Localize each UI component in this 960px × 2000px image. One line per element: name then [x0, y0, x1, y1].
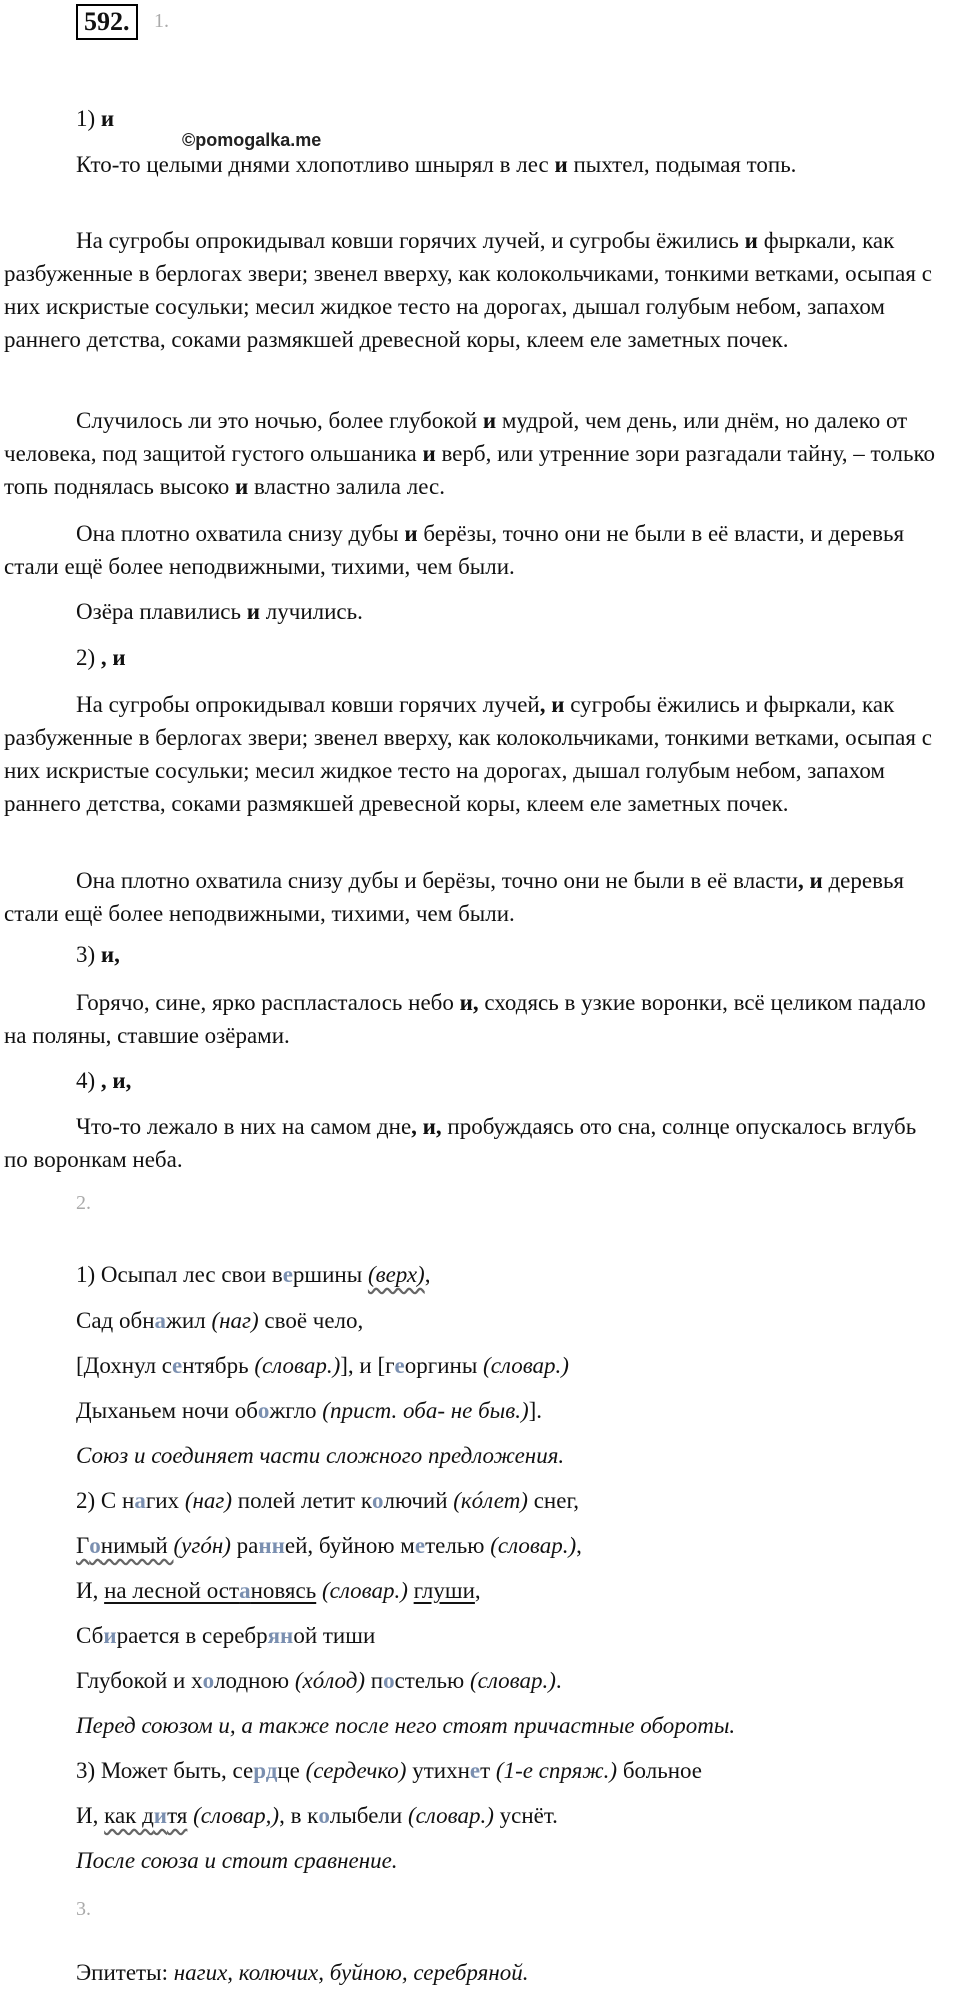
rule-4-heading: 4) , и,: [76, 1068, 132, 1093]
paragraph: Горячо, сине, ярко распласталось небо и, сходясь в узкие воронки, всё целиком падало на поляны, ставшие озёрами.: [4, 990, 926, 1048]
poem-line: Сбирается в серебряной тиши: [76, 1623, 376, 1648]
poem-line: [Дохнул сентябрь (словар.)], и [георгины (словар.): [76, 1353, 569, 1378]
paragraph: Случилось ли это ночью, более глубокой и мудрой, чем день, или днём, но далеко от человека, под защитой густого ольшаника и верб, или утренние зори разгадали тайну, – только топь поднялась высоко и властно залила лес.: [4, 408, 935, 499]
poem-line: Гонимый (угóн) ранней, буйною метелью (словар.),: [76, 1533, 582, 1558]
poem-line: Глубокой и холодною (хóлод) постелью (словар.).: [76, 1668, 562, 1693]
section-3-label: 3.: [76, 1898, 91, 1920]
section-1-label: 1.: [154, 10, 169, 32]
poem-line: 3) Может быть, сердце (сердечко) утихнет (1-е спряж.) больное: [76, 1758, 703, 1783]
explanation-note: Союз и соединяет части сложного предложения.: [76, 1443, 565, 1468]
rule-1-heading: 1) и: [76, 106, 115, 131]
poem-line: 1) Осыпал лес свои вершины (верх),: [76, 1262, 431, 1287]
poem-line: Дыханьем ночи обожгло (прист. оба- не быв.)].: [76, 1398, 543, 1423]
epithets-line: Эпитеты: нагих, колючих, буйною, серебряной.: [76, 1960, 529, 1985]
paragraph: Она плотно охватила снизу дубы и берёзы, точно они не были в её власти, и деревья стали ещё более неподвижными, тихими, чем были.: [4, 868, 905, 926]
exercise-number: 592.: [76, 4, 138, 40]
paragraph: Она плотно охватила снизу дубы и берёзы, точно они не были в её власти, и деревья стали ещё более неподвижными, тихими, чем были.: [4, 521, 905, 579]
poem-line: 2) С нагих (наг) полей летит колючий (кóлет) снег,: [76, 1488, 580, 1513]
poem-line: Сад обнажил (наг) своё чело,: [76, 1308, 364, 1333]
paragraph: Что-то лежало в них на самом дне, и, пробуждаясь ото сна, солнце опускалось вглубь по воронкам неба.: [4, 1114, 917, 1172]
rule-3-heading: 3) и,: [76, 942, 120, 967]
paragraph: Озёра плавились и лучились.: [76, 599, 363, 624]
rule-2-heading: 2) , и: [76, 645, 126, 670]
section-2-label: 2.: [76, 1192, 91, 1214]
explanation-note: После союза и стоит сравнение.: [76, 1848, 398, 1873]
explanation-note: Перед союзом и, а также после него стоят причастные обороты.: [76, 1713, 736, 1738]
paragraph: На сугробы опрокидывал ковши горячих лучей, и сугробы ёжились и фыркали, как разбуженные в берлогах звери; звенел вверху, как колокольчиками, тонкими ветками, осыпая с них искристые сосульки; месил жидкое тесто на дорогах, дышал голубым небом, запахом раннего детства, соками размякшей древесной коры, клеем еле заметных почек.: [4, 228, 932, 352]
poem-line: И, как дитя (словар,), в колыбели (словар.) уснёт.: [76, 1803, 558, 1828]
paragraph: На сугробы опрокидывал ковши горячих лучей, и сугробы ёжились и фыркали, как разбуженные в берлогах звери; звенел вверху, как колокольчиками, тонкими ветками, осыпая с них искристые сосульки; месил жидкое тесто на дорогах, дышал голубым небом, запахом раннего детства, соками размякшей древесной коры, клеем еле заметных почек.: [4, 692, 932, 816]
watermark: ©pomogalka.me: [182, 130, 322, 150]
poem-line: И, на лесной остановясь (словар.) глуши,: [76, 1578, 481, 1603]
paragraph: Кто-то целыми днями хлопотливо шнырял в лес и пыхтел, подымая топь.: [76, 152, 797, 177]
